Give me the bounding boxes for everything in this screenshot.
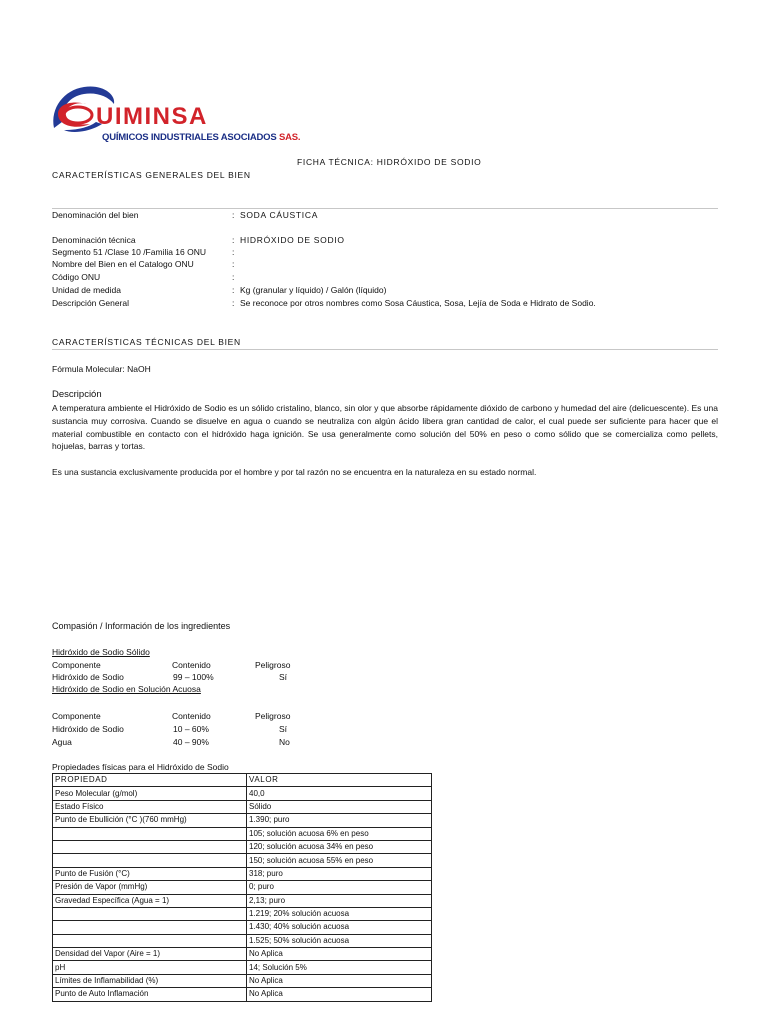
technical-rule	[52, 349, 718, 350]
property-name-cell: pH	[53, 961, 247, 974]
component-hazard: No	[279, 737, 290, 747]
property-name-cell	[53, 907, 247, 920]
property-name-cell: Presión de Vapor (mmHg)	[53, 881, 247, 894]
composition-title: Compasión / Información de los ingredientes	[52, 621, 231, 631]
general-row-label: Denominación del bien	[52, 210, 139, 220]
general-row-label: Denominación técnica	[52, 235, 136, 245]
component-name: Agua	[52, 737, 72, 747]
component-name: Hidróxido de Sodio	[52, 724, 124, 734]
header-peligroso: Peligroso	[255, 711, 291, 721]
table-row	[53, 814, 432, 827]
property-value-cell: 0; puro	[247, 881, 432, 894]
general-row-value: HIDRÓXIDO DE SODIO	[240, 235, 345, 245]
property-value-cell: 1.430; 40% solución acuosa	[247, 921, 432, 934]
component-content: 10 – 60%	[173, 724, 209, 734]
description-paragraph: A temperatura ambiente el Hidróxido de Sodio es un sólido cristalino, blanco, sin olor y que absorbe rápidamente dióxido de carbono y humedad del aire (delicuescente). Es una sustancia muy corrosiva. Cuando se disuelve en agua o cuando se neutraliza con algún ácido libera gran cantidad de calor, el cual puede ser suficiente para hacer que el material combustible en contacto con el hidróxido haga ignición. Se usa generalmente como solución del 50% en peso o como sólido que se comercializa como pellets, hojuelas, barras y tortas.	[52, 403, 718, 452]
general-row-label: Descripción General	[52, 298, 130, 308]
general-row-label: Nombre del Bien en el Catalogo ONU	[52, 259, 194, 269]
general-row-value: Se reconoce por otros nombres como Sosa Cáustica, Sosa, Lejía de Soda e Hidrato de Sodio.	[240, 298, 596, 308]
header-componente: Componente	[52, 660, 101, 670]
component-name: Hidróxido de Sodio	[52, 672, 124, 682]
origin-paragraph: Es una sustancia exclusivamente producida por el hombre y por tal razón no se encuentra en la naturaleza en su estado normal.	[52, 467, 537, 477]
property-value-cell: No Aplica	[247, 974, 432, 987]
table-row	[53, 948, 432, 961]
logo-tagline-main: QUÍMICOS INDUSTRIALES ASOCIADOS	[102, 132, 277, 143]
property-name-cell	[53, 934, 247, 947]
general-row-sep: :	[232, 259, 235, 269]
table-row	[53, 961, 432, 974]
document-title: FICHA TÉCNICA: HIDRÓXIDO DE SODIO	[297, 157, 482, 167]
general-rule	[52, 208, 718, 209]
component-content: 99 – 100%	[173, 672, 214, 682]
property-value-cell: No Aplica	[247, 948, 432, 961]
general-row-value: SODA CÁUSTICA	[240, 210, 319, 220]
property-value-cell: 105; solución acuosa 6% en peso	[247, 827, 432, 840]
general-row-sep: :	[232, 235, 235, 245]
table-row	[53, 934, 432, 947]
table-header-row	[53, 774, 432, 787]
table-row	[53, 988, 432, 1001]
table-row	[53, 787, 432, 800]
property-name-cell: Límites de Inflamabilidad (%)	[53, 974, 247, 987]
properties-table	[52, 773, 432, 1002]
property-value-cell: 1.390; puro	[247, 814, 432, 827]
table-row	[53, 881, 432, 894]
component-hazard: Sí	[279, 724, 288, 734]
header-contenido: Contenido	[172, 711, 211, 721]
property-name-cell	[53, 827, 247, 840]
properties-title: Propiedades físicas para el Hidróxido de Sodio	[52, 762, 229, 772]
company-logo	[50, 84, 301, 152]
solution-subtitle: Hidróxido de Sodio en Solución Acuosa	[52, 684, 201, 694]
general-row-label: Segmento 51 /Clase 10 /Familia 16 ONU	[52, 247, 207, 257]
header-componente: Componente	[52, 711, 101, 721]
general-row-sep: :	[232, 247, 235, 257]
quiminsa-logo-mark	[50, 84, 265, 136]
header-propiedad: PROPIEDAD	[53, 774, 247, 787]
table-row	[53, 907, 432, 920]
property-name-cell	[53, 921, 247, 934]
property-name-cell	[53, 840, 247, 853]
general-row-sep: :	[232, 272, 235, 282]
property-name-cell: Punto de Auto Inflamación	[53, 988, 247, 1001]
logo-wordmark: UIMINSA	[96, 103, 208, 130]
table-row	[53, 894, 432, 907]
property-value-cell: 1.219; 20% solución acuosa	[247, 907, 432, 920]
solid-subtitle: Hidróxido de Sodio Sólido	[52, 647, 150, 657]
molecular-formula: Fórmula Molecular: NaOH	[52, 364, 151, 374]
property-value-cell: No Aplica	[247, 988, 432, 1001]
table-row	[53, 921, 432, 934]
description-title: Descripción	[52, 389, 102, 400]
property-name-cell: Gravedad Específica (Agua = 1)	[53, 894, 247, 907]
component-hazard: Sí	[279, 672, 288, 682]
property-value-cell: 40,0	[247, 787, 432, 800]
property-name-cell: Peso Molecular (g/mol)	[53, 787, 247, 800]
general-row-sep: :	[232, 298, 235, 308]
general-row-label: Unidad de medida	[52, 285, 121, 295]
table-row	[53, 800, 432, 813]
property-value-cell: 2,13; puro	[247, 894, 432, 907]
header-valor: VALOR	[247, 774, 432, 787]
property-value-cell: Sólido	[247, 800, 432, 813]
general-row-label: Código ONU	[52, 272, 101, 282]
table-row	[53, 840, 432, 853]
property-name-cell: Densidad del Vapor (Aire = 1)	[53, 948, 247, 961]
property-value-cell: 14; Solución 5%	[247, 961, 432, 974]
property-value-cell: 120; solución acuosa 34% en peso	[247, 840, 432, 853]
property-name-cell: Estado Físico	[53, 800, 247, 813]
logo-tagline	[102, 132, 300, 143]
table-row	[53, 974, 432, 987]
table-row	[53, 854, 432, 867]
technical-heading: CARACTERÍSTICAS TÉCNICAS DEL BIEN	[52, 337, 241, 347]
general-row-sep: :	[232, 285, 235, 295]
logo-tagline-suffix: SAS.	[278, 132, 301, 143]
property-name-cell: Punto de Fusión (°C)	[53, 867, 247, 880]
property-name-cell: Punto de Ebullición (°C )(760 mmHg)	[53, 814, 247, 827]
table-row	[53, 827, 432, 840]
property-name-cell	[53, 854, 247, 867]
header-contenido: Contenido	[172, 660, 211, 670]
component-content: 40 – 90%	[173, 737, 209, 747]
header-peligroso: Peligroso	[255, 660, 291, 670]
general-heading: CARACTERÍSTICAS GENERALES DEL BIEN	[52, 170, 251, 180]
general-row-sep: :	[232, 210, 235, 220]
property-value-cell: 318; puro	[247, 867, 432, 880]
property-value-cell: 1.525; 50% solución acuosa	[247, 934, 432, 947]
property-value-cell: 150; solución acuosa 55% en peso	[247, 854, 432, 867]
table-row	[53, 867, 432, 880]
general-row-value: Kg (granular y líquido) / Galón (líquido)	[240, 285, 387, 295]
